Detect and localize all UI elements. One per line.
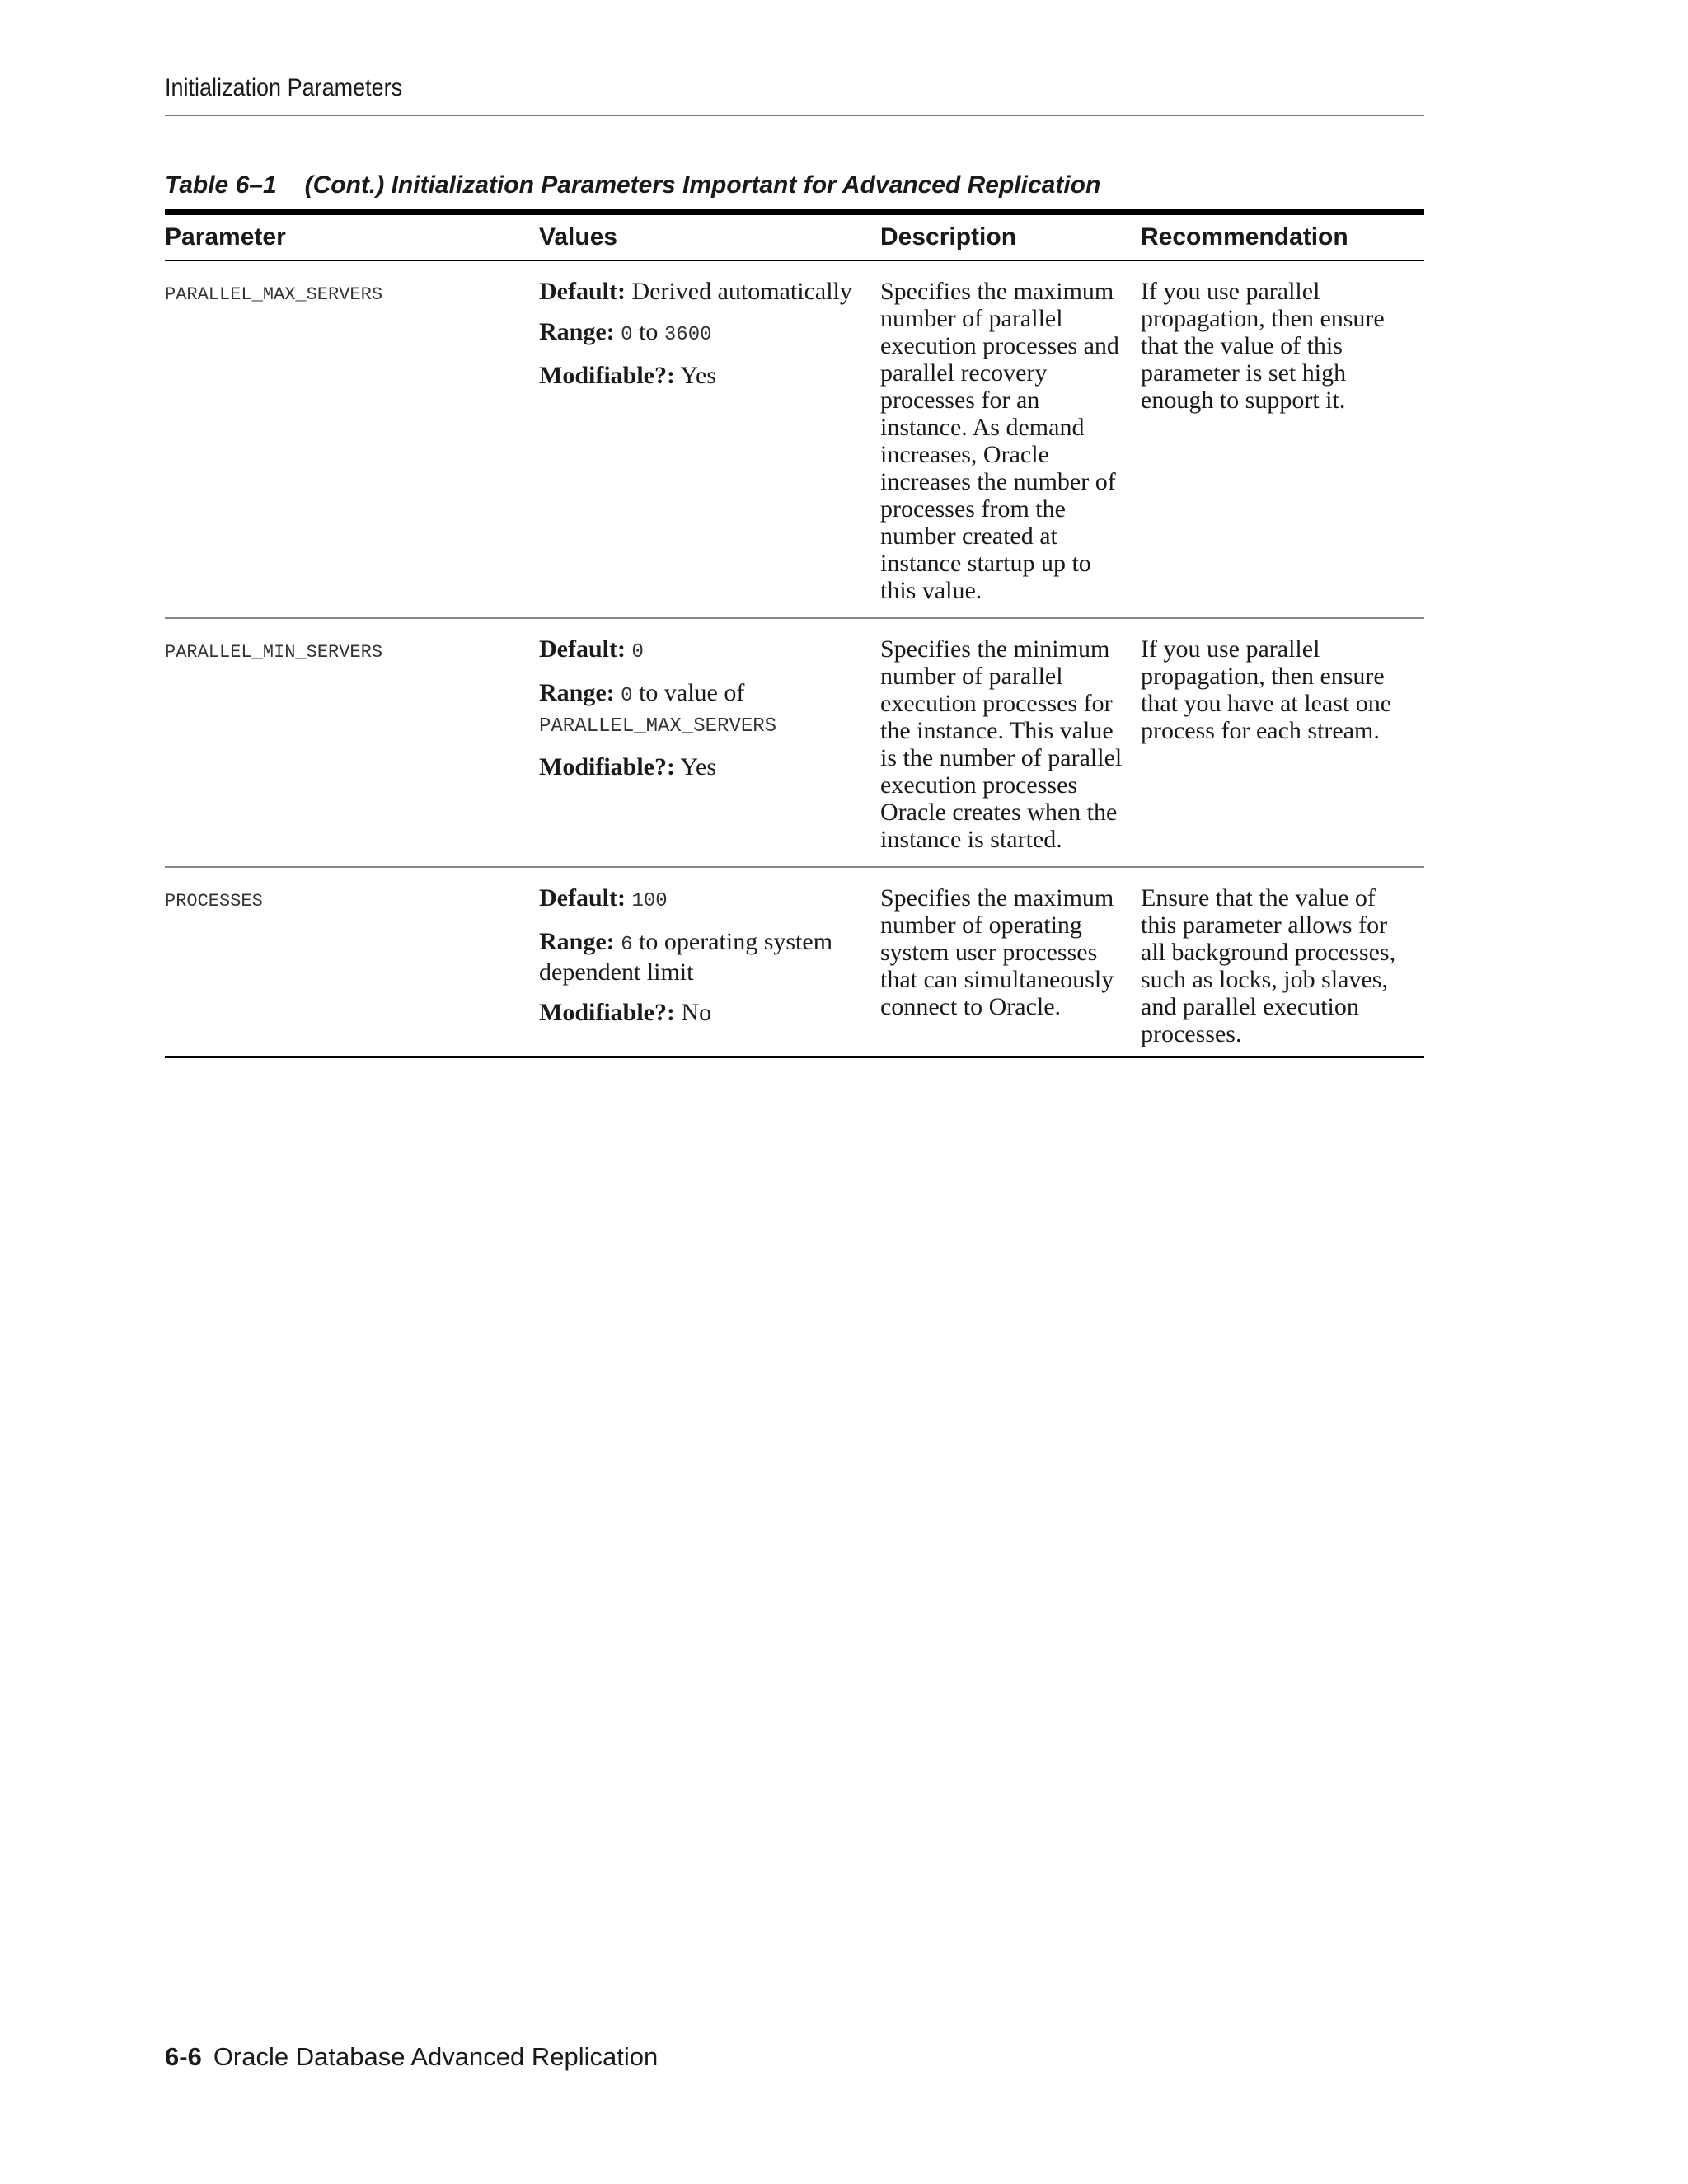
values-cell [539,260,880,618]
recommendation-cell: If you use parallel propagation, then ensure that the value of this parameter is set high enough to support it. [1141,260,1424,618]
header-rule [165,115,1424,116]
parameter-name: PROCESSES [165,867,539,1057]
book-title: Oracle Database Advanced Replication [213,2042,659,2071]
values-cell [539,867,880,1057]
column-header: Recommendation [1141,213,1424,261]
caption-title: (Cont.) Initialization Parameters Important for Advanced Replication [304,171,1101,199]
description-cell: Specifies the minimum number of parallel execution processes for the instance. This value is the number of parallel execution processes Oracle creates when the instance is started. [880,618,1141,867]
running-head: Initialization Parameters [165,74,403,101]
table-row [165,618,1424,867]
parameter-name: PARALLEL_MAX_SERVERS [165,260,539,618]
default-line: Default: Derived automatically [539,278,852,305]
parameter-name: PARALLEL_MIN_SERVERS [165,618,539,867]
modifiable-line: Modifiable?: Yes [539,362,717,389]
modifiable-line: Modifiable?: No [539,999,712,1026]
page-number: 6-6 [165,2042,202,2071]
recommendation-cell: Ensure that the value of this parameter allows for all background processes, such as locks, job slaves, and parallel execution processes. [1141,867,1424,1057]
range-line: Range: 0 to 3600 [539,318,712,346]
page-footer [165,2042,658,2072]
description-cell: Specifies the maximum number of parallel execution processes and parallel recovery processes for an instance. As demand increases, Oracle increases the number of processes from the number created at instance startup up to this value. [880,260,1141,618]
recommendation-cell: If you use parallel propagation, then ensure that you have at least one process for each stream. [1141,618,1424,867]
values-cell [539,618,880,867]
column-header: Parameter [165,213,539,261]
caption-number: Table 6–1 [165,171,277,199]
default-line: Default: 0 [539,635,644,663]
range-line: Range: 0 to value of PARALLEL_MAX_SERVERS [539,679,777,738]
description-cell: Specifies the maximum number of operating system user processes that can simultaneously connect to Oracle. [880,867,1141,1057]
table-row [165,260,1424,618]
column-header: Values [539,213,880,261]
table-caption [165,171,1100,199]
parameters-table [165,209,1424,1058]
default-line: Default: 100 [539,884,668,912]
modifiable-line: Modifiable?: Yes [539,753,717,780]
range-line: Range: 6 to operating system dependent limit [539,928,833,986]
column-header: Description [880,213,1141,261]
table-header-row [165,213,1424,261]
table-row [165,867,1424,1057]
